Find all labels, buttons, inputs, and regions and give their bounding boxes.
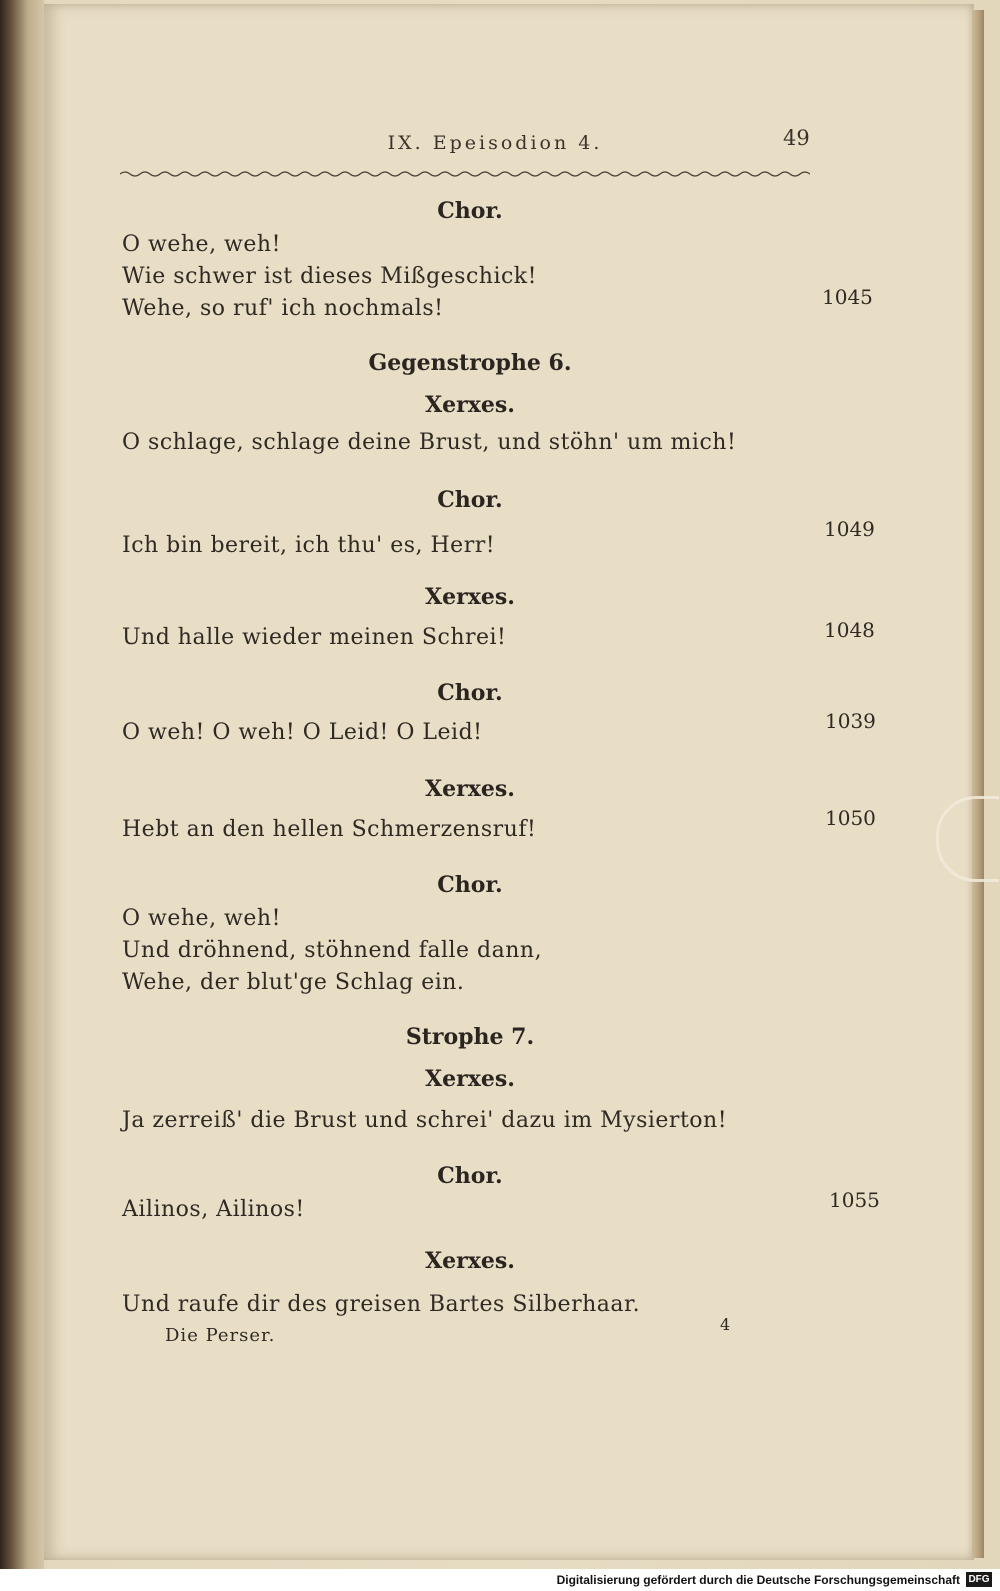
verse-line: O schlage, schlage deine Brust, und stöhn' um mich! <box>122 430 737 455</box>
verse-line: Und raufe dir des greisen Bartes Silberhaar. <box>122 1292 641 1317</box>
digitization-notice: Digitalisierung gefördert durch die Deutsche Forschungsgemeinschaft <box>556 1573 960 1587</box>
line-number: 1050 <box>825 806 876 830</box>
verse-line: Ja zerreiß' die Brust und schrei' dazu im Mysierton! <box>122 1108 728 1133</box>
line-number: 1049 <box>824 517 875 541</box>
verse-line: Wehe, der blut'ge Schlag ein. <box>122 970 465 995</box>
page-number: 49 <box>783 126 810 150</box>
speaker-label: Chor. <box>437 1163 503 1189</box>
signature-title: Die Perser. <box>165 1325 276 1346</box>
verse-line: Ailinos, Ailinos! <box>122 1197 305 1222</box>
line-number: 1039 <box>825 709 876 733</box>
section-heading: Gegenstrophe 6. <box>368 350 572 376</box>
verse-line: O weh! O weh! O Leid! O Leid! <box>122 720 483 745</box>
facing-page-edge <box>0 0 44 1569</box>
verse-line: Wehe, so ruf' ich nochmals! <box>122 296 444 321</box>
verse-line: Und halle wieder meinen Schrei! <box>122 625 507 650</box>
line-number: 1048 <box>824 618 875 642</box>
verse-line: Und dröhnend, stöhnend falle dann, <box>122 938 543 963</box>
verse-line: O wehe, weh! <box>122 232 281 257</box>
sheet-number: 4 <box>720 1315 731 1334</box>
verse-line: Wie schwer ist dieses Mißgeschick! <box>122 264 537 289</box>
dfg-logo-icon: DFG <box>966 1572 992 1587</box>
section-heading: Strophe 7. <box>405 1024 535 1050</box>
line-number: 1045 <box>822 285 873 309</box>
verse-line: Ich bin bereit, ich thu' es, Herr! <box>122 533 496 558</box>
speaker-label: Chor. <box>437 198 503 224</box>
speaker-label: Xerxes. <box>425 1066 515 1092</box>
speaker-label: Xerxes. <box>425 1248 515 1274</box>
speaker-label: Chor. <box>437 680 503 706</box>
speaker-label: Chor. <box>437 872 503 898</box>
line-number: 1055 <box>829 1188 880 1212</box>
verse-line: Hebt an den hellen Schmerzensruf! <box>122 817 537 842</box>
speaker-label: Xerxes. <box>425 392 515 418</box>
speaker-label: Xerxes. <box>425 776 515 802</box>
speaker-label: Chor. <box>437 487 503 513</box>
page-stack-edge <box>972 10 984 1558</box>
running-head: IX. Epeisodion 4. <box>387 132 603 154</box>
verse-line: O wehe, weh! <box>122 906 281 931</box>
speaker-label: Xerxes. <box>425 584 515 610</box>
header-wavy-rule <box>120 170 810 178</box>
digitization-footer <box>0 1569 1000 1591</box>
